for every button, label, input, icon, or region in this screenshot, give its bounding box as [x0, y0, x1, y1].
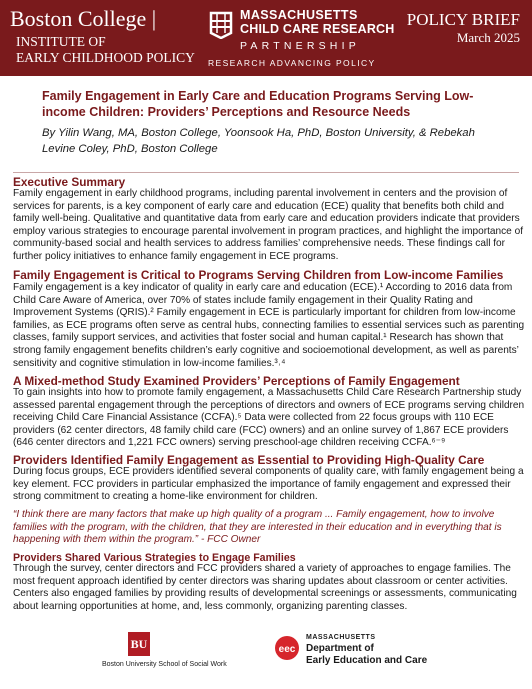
partner-tagline: RESEARCH ADVANCING POLICY [208, 58, 376, 68]
eec-dept-line-1: Department of [306, 643, 374, 654]
publication-date: March 2025 [456, 30, 520, 45]
section-text-critical: Family engagement is a key indicator of quality in early care and education (ECE).¹ According to 2016 data from Child Care Aware of America, over 70% of states include family engagement in their Quality Rating and Improvement Systems (QRIS).² Family engagement in ECE is particularly important for children from low-income families, as ECE programs often serve as central hubs, connecting families to essential services such as parenting classes, family support services, and activities that foster social and human capital.¹ Research has shown that strong family engagement benefits children’s early cognitive and socioemotional development, as well as parents’ sensitivity and cognitive stimulation in low-income families.³˒⁴ [13, 282, 525, 369]
author-line: By Yilin Wang, MA, Boston College, Yoonsook Ha, PhD, Boston University, & Rebekah Levine Coley, PhD, Boston College [42, 127, 475, 155]
section-heading-high-quality: Providers Identified Family Engagement as Essential to Providing High-Quality Care [13, 453, 485, 467]
divider [13, 172, 519, 173]
partner-name-line-3: PARTNERSHIP [240, 40, 360, 52]
subsection-heading-strategies: Providers Shared Various Strategies to Engage Families [13, 552, 296, 564]
bu-logo: BU [128, 632, 150, 656]
eec-logo-text: eec [278, 644, 296, 655]
org-name: Boston College | [10, 6, 157, 31]
partner-name-line-1: MASSACHUSETTS [240, 8, 358, 22]
mccrp-logo-icon [208, 9, 234, 39]
document-type: POLICY BRIEF [406, 10, 520, 29]
executive-summary-text: Family engagement in early childhood programs, including parental involvement in centers and the provision of services for parents, is a key component of early care and education (ECE) quality that benefits both child and family well-being. Qualitative and quantitative data from early care and education providers indicate that providers employ various strategies to encourage parental involvement in program practices, and highlight the importance of community-based social and health services to address families’ comprehensive needs. These findings call for further policy initiatives to enhance family engagement in ECE programs. [13, 188, 524, 262]
header-banner [0, 0, 532, 76]
institute-line-2: EARLY CHILDHOOD POLICY [16, 50, 195, 65]
section-heading-mixed-method: A Mixed-method Study Examined Providers’ Perceptions of Family Engagement [13, 374, 460, 388]
fcc-owner-quote: “I think there are many factors that make up high quality of a program ... Family engagement, how to involve families with the program, with the children, that they are interested in their education and in everything that is happening with them within the program.” - FCC Owner [13, 509, 502, 546]
institute-line-1: INSTITUTE OF [16, 34, 106, 49]
section-heading-critical: Family Engagement is Critical to Programs Serving Children from Low-income Families [13, 268, 504, 282]
brief-title: Family Engagement in Early Care and Education Programs Serving Low-income Children: Providers’ Perceptions and Resource Needs [42, 89, 474, 119]
eec-state-label: MASSACHUSETTS [306, 634, 376, 641]
section-text-high-quality: During focus groups, ECE providers identified several components of quality care, with family engagement being a key element. FCC providers in particular emphasized the importance of family engagement and expressed their strong commitment to creating a home-like environment for children. [13, 466, 524, 503]
subsection-text-strategies: Through the survey, center directors and FCC providers shared a variety of approaches to engage families. The most frequent approach identified by center directors was sharing updates about classroom or center activities. Centers also engaged families by providing results of developmental screenings or assessments, communicating about learning opportunities at home, and, less commonly, organizing parenting classes. [13, 563, 517, 612]
eec-logo-icon [272, 632, 302, 662]
bu-school-name: Boston University School of Social Work [102, 661, 227, 668]
executive-summary-heading: Executive Summary [13, 175, 126, 189]
eec-dept-line-2: Early Education and Care [306, 655, 428, 666]
partner-name-line-2: CHILD CARE RESEARCH [240, 22, 395, 36]
section-text-mixed-method: To gain insights into how to promote family engagement, a Massachusetts Child Care Research Partnership study assessed parental engagement through the perceptions of directors and owners of ECE programs serving children receiving Child Care Financial Assistance (CCFA).⁵ Data were collected from 22 focus groups with 110 ECE providers (62 center directors, 48 family child care (FCC) owners) and an online survey of 1,867 ECE providers (646 center directors and 1,221 FCC owners) serving preschool-age children receiving CCFA.⁶⁻⁹ [13, 387, 525, 449]
